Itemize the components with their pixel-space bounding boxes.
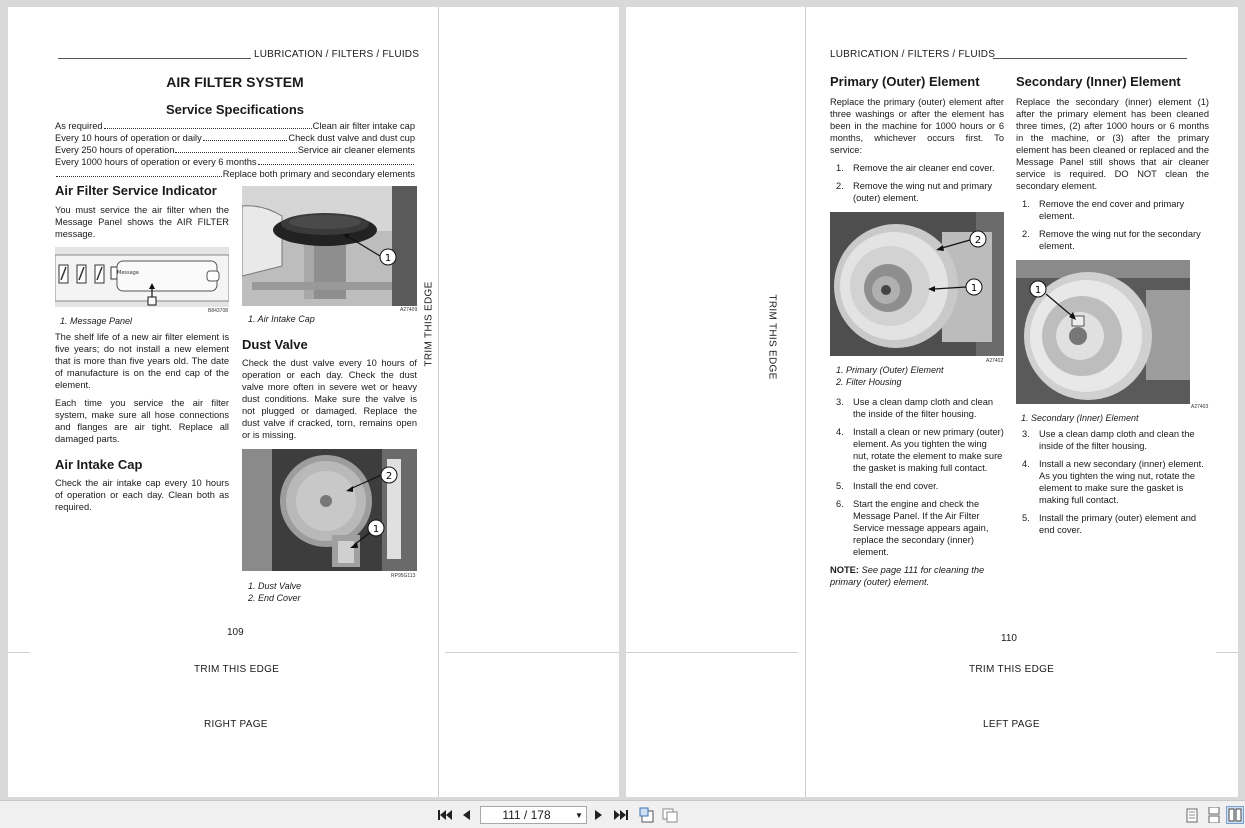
trim-guide-horizontal xyxy=(1216,652,1238,653)
page-indicator: 111 / 178 xyxy=(502,808,551,822)
figure-caption: 1. Dust Valve xyxy=(248,581,302,591)
spec-title: Service Specifications xyxy=(165,102,304,117)
primary-intro: Replace the primary (outer) element after three washings or after the element has been in the machine for 1000 hours or 6 months, whichever occurs first. To service: xyxy=(830,97,1004,155)
figure-code: A27409 xyxy=(400,307,418,313)
callout-number: 1 xyxy=(1034,285,1042,296)
next-page-icon[interactable] xyxy=(591,806,607,824)
figure-caption: 1. Air Intake Cap xyxy=(248,314,315,324)
prev-page-icon[interactable] xyxy=(458,806,474,824)
page-number: 109 xyxy=(227,627,244,638)
list-item: 1. Remove the air cleaner end cover. xyxy=(836,163,995,173)
air-intake-cap-photo xyxy=(242,186,417,306)
indicator-heading: Air Filter Service Indicator xyxy=(55,183,217,198)
figure-code: A27403 xyxy=(1191,404,1209,410)
viewer-toolbar xyxy=(0,800,1245,828)
primary-heading: Primary (Outer) Element xyxy=(830,74,980,89)
trim-guide-vertical xyxy=(438,7,439,797)
list-item: 4. Install a new secondary (inner) element. As you tighten the wing nut, rotate the element to make sure the gasket is making full contact. xyxy=(1022,459,1204,505)
figure-caption: 1. Primary (Outer) Element xyxy=(836,365,944,375)
secondary-element-photo xyxy=(1016,260,1190,404)
spec-row: Every 10 hours of operation or daily Check dust valve and dust cup xyxy=(55,133,415,143)
primary-steps-continued xyxy=(836,396,1004,564)
list-item: 3. Use a clean damp cloth and clean the inside of the filter housing. xyxy=(836,397,994,419)
shelf-life-text: The shelf life of a new air filter element is five years; do not install a new element that is more than five years old. The date of manufacture is on the end cap of the element. xyxy=(55,332,229,390)
spec-row: Every 1000 hours of operation or every 6 months xyxy=(55,156,415,168)
secondary-intro: Replace the secondary (inner) element (1) after the primary element has been cleaned three times, (2) after 1000 hours or 6 months in the machine, or (3) after the primary element has been cleaned or replaced and the Message Panel still shows that air cleaner service is required. DO NOT clean the secondary element. xyxy=(1016,97,1209,191)
trim-guide-horizontal xyxy=(445,652,619,653)
page-header: LUBRICATION / FILTERS / FLUIDS xyxy=(830,49,996,60)
left-page xyxy=(8,7,619,797)
secondary-heading: Secondary (Inner) Element xyxy=(1016,74,1181,89)
figure-code: B843708 xyxy=(208,308,229,314)
note: NOTE: See page 111 for cleaning the primary (outer) element. xyxy=(830,565,985,587)
panel-message-label: Message xyxy=(117,270,139,276)
spec-row: Replace both primary and secondary elements xyxy=(55,168,415,180)
callout-number: 1 xyxy=(372,524,380,535)
header-rule xyxy=(993,58,1187,59)
section-title: AIR FILTER SYSTEM xyxy=(166,74,304,90)
list-item: 3. Use a clean damp cloth and clean the inside of the filter housing. xyxy=(1022,429,1195,451)
list-item: 2. Remove the wing nut and primary (outer) element. xyxy=(836,181,993,203)
continuous-page-icon[interactable] xyxy=(1205,806,1223,824)
trim-label-side: TRIM THIS EDGE xyxy=(766,294,778,380)
right-page xyxy=(626,7,1238,797)
dust-valve-heading: Dust Valve xyxy=(242,337,308,352)
callout-number: 1 xyxy=(970,283,978,294)
copy-view-icon[interactable] xyxy=(660,806,680,824)
two-page-icon[interactable] xyxy=(1226,806,1244,824)
chevron-down-icon: ▼ xyxy=(575,810,583,820)
intake-cap-text: Check the air intake cap every 10 hours of operation or each day. Clean both as required. xyxy=(55,478,229,512)
page-header: LUBRICATION / FILTERS / FLUIDS xyxy=(254,49,420,60)
trim-label-bottom: TRIM THIS EDGE xyxy=(969,664,1055,675)
single-page-icon[interactable] xyxy=(1183,806,1201,824)
figure-caption: 2. Filter Housing xyxy=(836,377,902,387)
figure-caption: 2. End Cover xyxy=(248,593,301,603)
rotate-view-icon[interactable] xyxy=(637,806,657,824)
page-number: 110 xyxy=(1001,633,1017,644)
figure-caption: 1. Secondary (Inner) Element xyxy=(1021,413,1139,423)
page-number-select[interactable] xyxy=(480,806,587,824)
first-page-icon[interactable] xyxy=(436,806,454,824)
list-item: 1. Remove the end cover and primary element. xyxy=(1022,199,1185,221)
trim-label-bottom: TRIM THIS EDGE xyxy=(194,664,280,675)
service-specifications xyxy=(55,120,415,180)
primary-element-photo xyxy=(830,212,1004,356)
side-label: LEFT PAGE xyxy=(983,719,1040,730)
spec-row: Every 250 hours of operation Service air cleaner elements xyxy=(55,145,415,155)
callout-number: 1 xyxy=(384,253,392,264)
figure-caption: 1. Message Panel xyxy=(60,316,133,326)
header-rule xyxy=(58,58,251,59)
primary-steps xyxy=(836,162,1004,210)
list-item: 5. Install the end cover. xyxy=(836,481,939,491)
trim-guide-horizontal xyxy=(8,652,30,653)
secondary-steps xyxy=(1022,198,1206,258)
callout-number: 2 xyxy=(974,235,982,246)
trim-label-side: TRIM THIS EDGE xyxy=(423,281,435,367)
dust-valve-text: Check the dust valve every 10 hours of operation or each day. Check the dust valve more often in severe wet or heavy dust conditions. Make sure the valve is not plugged or damaged. Replace the dust valve if cracked, torn, remains open or is missing. xyxy=(242,358,417,440)
figure-code: A27402 xyxy=(986,358,1004,364)
dust-valve-photo xyxy=(242,449,417,571)
air-tight-text: Each time you service the air filter system, make sure all hose connections and flanges are air tight. Replace all damaged parts. xyxy=(55,398,229,444)
list-item: 6. Start the engine and check the Message Panel. If the Air Filter Service message appears again, replace the secondary (inner) element. xyxy=(836,499,989,557)
figure-code: RP95G113 xyxy=(391,573,416,579)
callout-number: 2 xyxy=(385,471,393,482)
last-page-icon[interactable] xyxy=(612,806,630,824)
intake-cap-heading: Air Intake Cap xyxy=(55,457,143,472)
list-item: 2. Remove the wing nut for the secondary element. xyxy=(1022,229,1201,251)
side-label: RIGHT PAGE xyxy=(204,719,268,730)
trim-guide-vertical xyxy=(805,7,806,797)
message-panel-figure xyxy=(55,247,229,307)
indicator-text: You must service the air filter when the Message Panel shows the AIR FILTER message. xyxy=(55,205,229,239)
list-item: 4. Install a clean or new primary (outer) element. As you tighten the wing nut, rotate the element to make sure the gasket is making full contact. xyxy=(836,427,1004,473)
spec-row: As required Clean air filter intake cap xyxy=(55,121,415,131)
secondary-steps-continued xyxy=(1022,428,1209,542)
trim-guide-horizontal xyxy=(626,652,798,653)
list-item: 5. Install the primary (outer) element and end cover. xyxy=(1022,513,1197,535)
